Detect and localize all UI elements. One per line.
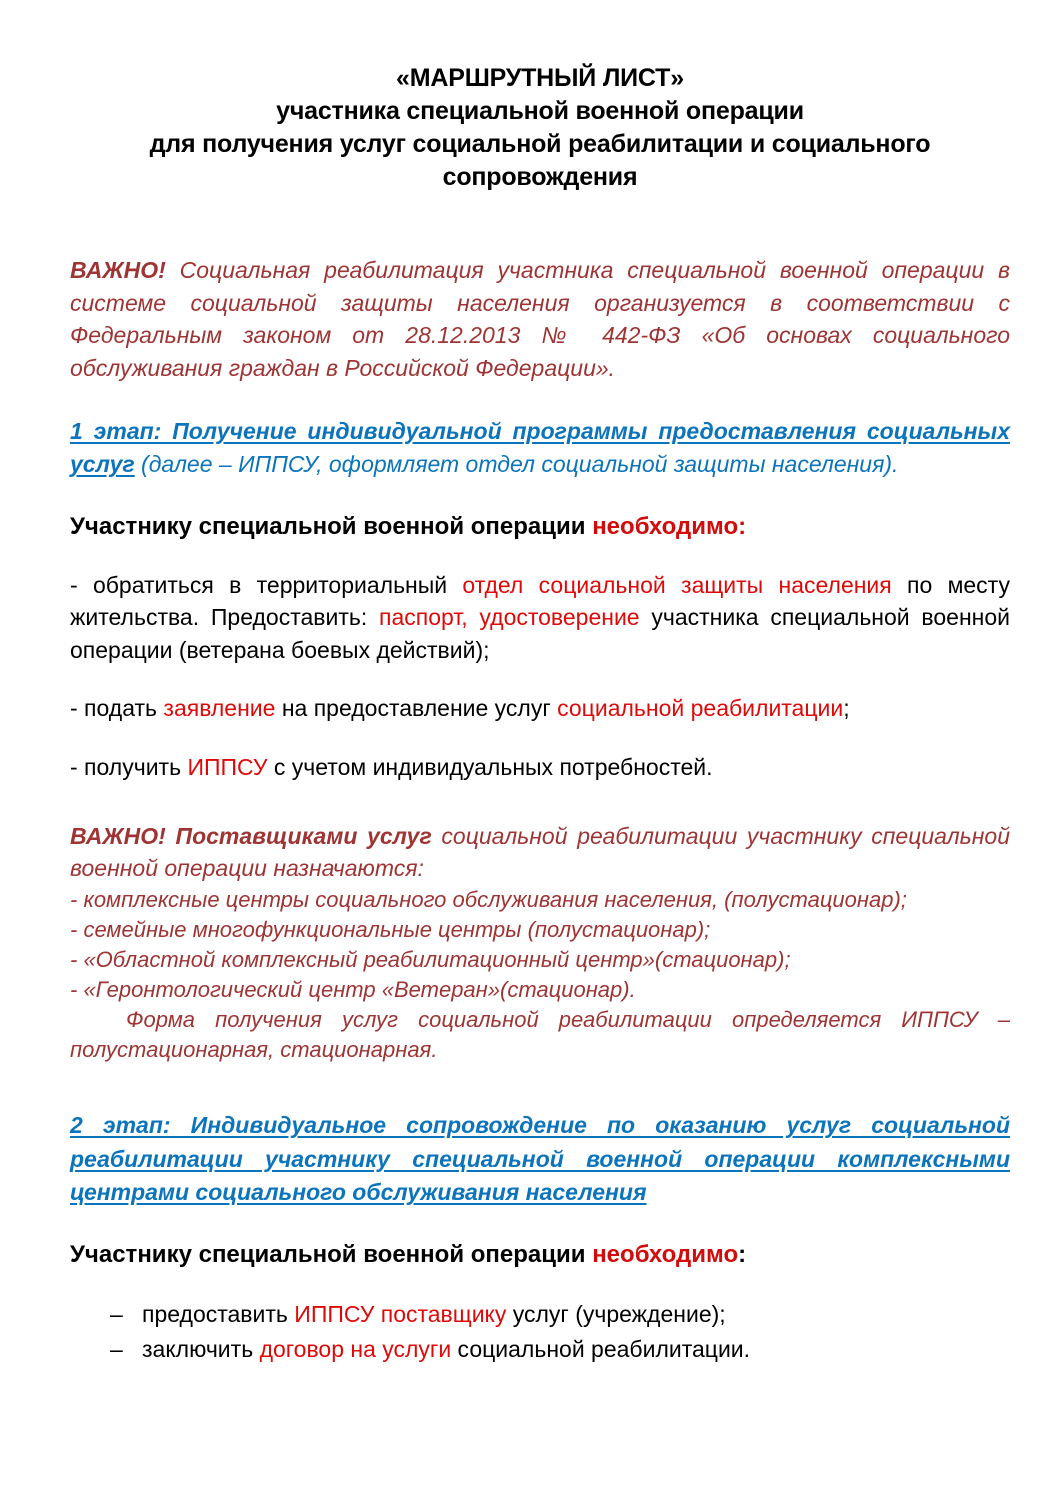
stage-2-heading [70, 1109, 1010, 1209]
title-line-3: для получения услуг социальной реабилитации и социального [149, 130, 931, 158]
spacer-between-steps-1b [70, 725, 1010, 751]
step-seg: - подать [70, 695, 164, 722]
stage-2-key: 2 этап: Индивидуальное сопровождение по оказанию услуг социальной реабилитации участнику специальной военной операции комплексными центрами социального обслуживания населения [70, 1112, 1010, 1206]
provider-item: - семейные многофункциональные центры (полустационар); [70, 917, 711, 942]
spacer-before-heading-2 [70, 1209, 1010, 1239]
service-form-note: Форма получения услуг социальной реабилитации определяется ИППСУ – полустационарная, стационарная. [70, 1006, 1010, 1063]
step-seg: заключить [142, 1335, 260, 1362]
list-item [110, 1332, 1010, 1367]
step-seg-highlight: ИППСУ [187, 754, 268, 781]
step-item [70, 751, 1010, 784]
provider-item: - «Геронтологический центр «Ветеран»(стационар). [70, 976, 636, 1002]
list-item-text [142, 1297, 1010, 1332]
spacer-before-important-2 [70, 784, 1010, 820]
provider-item: - «Областной комплексный реабилитационный центр»(стационар); [70, 946, 791, 972]
spacer-before-steps-1 [70, 543, 1010, 569]
important-2-text: социальной реабилитации участнику специальной военной операции назначаются: [70, 822, 1010, 882]
step-seg: - обратиться в территориальный [70, 571, 463, 598]
step-seg: - получить [70, 754, 188, 781]
step-item [70, 692, 1010, 725]
dash-bullet-icon: – [110, 1300, 123, 1327]
requirements-heading-2-black: Участнику специальной военной операции [70, 1241, 593, 1269]
step-seg-highlight: ИППСУ поставщику [294, 1300, 507, 1327]
step-seg-highlight: заявление [163, 695, 276, 722]
step-seg: по месту жительства. Предоставить: [70, 571, 1010, 631]
important-notice-1 [70, 254, 1010, 385]
title-line-1: «МАРШРУТНЫЙ ЛИСТ» [396, 64, 684, 92]
title-line-4: сопровождения [442, 163, 638, 191]
step-seg: предоставить [142, 1300, 295, 1327]
step-item [70, 569, 1010, 667]
step-seg-highlight: отдел социальной защиты населения [462, 571, 892, 598]
provider-list [70, 885, 1010, 1005]
step-seg: с учетом индивидуальных потребностей. [267, 754, 713, 781]
important-1-lead: ВАЖНО! [70, 257, 166, 283]
step-seg: ; [843, 695, 850, 722]
spacer-before-steps-2 [70, 1271, 1010, 1297]
dash-bullet-icon: – [110, 1335, 123, 1362]
requirements-heading-2 [70, 1239, 1010, 1270]
important-2-lead: ВАЖНО! [70, 822, 166, 849]
spacer-after-title [70, 194, 1010, 254]
title-line-2: участника специальной военной операции [276, 97, 804, 125]
step-seg: на предоставление услуг [275, 695, 558, 722]
step-seg-highlight: договор на услуги [259, 1335, 452, 1362]
provider-item: - комплексные центры социального обслуживания населения, (полустационар); [70, 887, 907, 913]
stage-1-rest: (далее – ИППСУ, оформляет отдел социальной защиты населения). [134, 450, 899, 477]
list-item [110, 1297, 1010, 1332]
spacer-before-stage-1 [70, 385, 1010, 415]
requirements-heading-1 [70, 511, 1010, 542]
final-steps-list [110, 1297, 1010, 1367]
page-title [70, 62, 1010, 194]
step-seg: услуг (учреждение); [506, 1300, 726, 1327]
stage-1-key: 1 этап: Получение индивидуальной программы предоставления социальных услуг [70, 417, 1010, 477]
step-seg: социальной реабилитации. [451, 1335, 751, 1362]
step-seg: участника специальной военной операции (ветерана боевых действий); [70, 604, 1010, 663]
step-seg-highlight: паспорт, удостоверение [379, 604, 640, 631]
spacer-between-steps-1a [70, 666, 1010, 692]
requirements-heading-2-red: необходимо [592, 1241, 739, 1269]
step-seg-highlight: социальной реабилитации [557, 695, 844, 722]
requirements-heading-1-red: необходимо: [592, 513, 747, 541]
list-item-text [142, 1332, 1010, 1367]
spacer-before-heading-1 [70, 481, 1010, 511]
spacer-before-stage-2 [70, 1065, 1010, 1109]
important-1-text: Социальная реабилитация участника специальной военной операции в системе социальной защиты населения организуется в соответствии с Федеральным законом от 28.12.2013 № 442-ФЗ «Об основах социального обслуживания граждан в Российской Федерации». [70, 257, 1010, 381]
important-notice-2 [70, 820, 1010, 885]
stage-1-heading [70, 415, 1010, 482]
requirements-heading-2-tail: : [738, 1241, 747, 1269]
important-2-bold: Поставщиками услуг [165, 822, 432, 849]
requirements-heading-1-black: Участнику специальной военной операции [70, 513, 593, 541]
